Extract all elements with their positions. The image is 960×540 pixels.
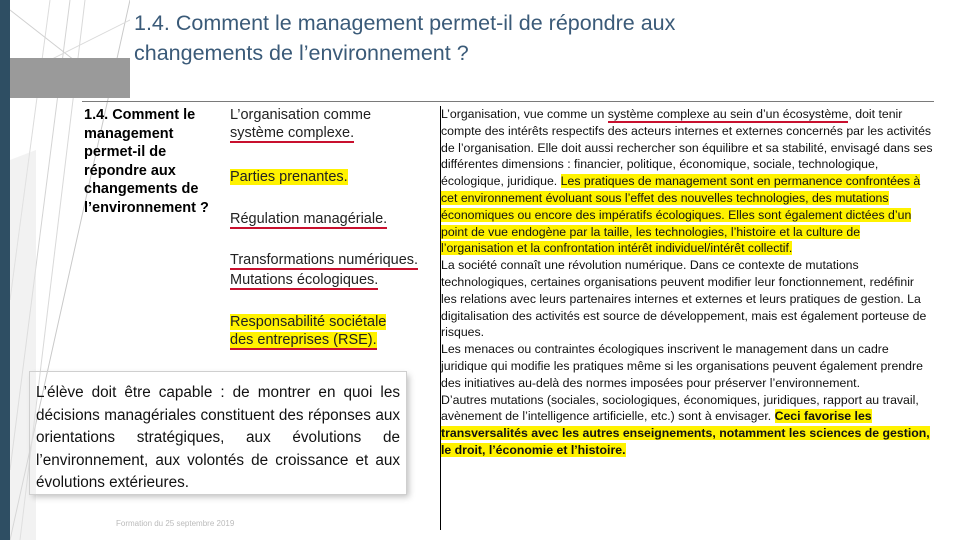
concept-text: Régulation managériale. [230,211,388,227]
title-line-2: changements de l’environnement ? [134,41,469,65]
question-line: répondre aux [84,162,176,179]
question-column [84,106,230,217]
paragraph-digital: La société connaît une révolution numérique. Dans ce contexte de mutations technologiques, certaines organisations peuvent modifier leur fonctionnement, redéfinir les relations avec leurs partenaires internes et externes et leurs pratiques de gestion. La digitalisation des activités est source de développement, mais est également porteuse de risques. [441,258,927,340]
slide-title [134,8,934,68]
concept-text: Responsabilité sociétale [230,314,387,330]
left-accent-bar [0,0,10,540]
paragraph-text: L’organisation, vue comme un [441,107,608,121]
concept-digital-transformations [230,251,418,269]
concept-managerial-regulation [230,210,387,228]
paragraph-other-mutations [441,392,933,459]
table-top-border [82,101,934,102]
paragraph-text: D’autres mutations (sociales, sociologiques, économiques, juridiques, rapport au travail, avènement de l’intelligence artificielle, etc.) sont à envisager. [441,392,919,424]
concept-text: L’organisation comme [230,107,372,123]
concept-csr [230,313,386,349]
underlined-phrase: système complexe au sein d’un écosystème [607,107,849,121]
concept-text: Parties prenantes. [230,169,348,185]
concept-ecological-mutations [230,271,378,289]
question-line: changements de [84,181,199,197]
title-line-1: 1.4. Comment le management permet-il de répondre aux [134,11,676,35]
concept-complex-system [230,106,371,142]
paragraph-text: , doit tenir compte des intérêts respectifs des acteurs internes et externes concernés par les activités de l’organisation. Elle doit aussi rechercher son équilibre et sa stabilité, envisagé dans ses différentes dimensions : financier, politique, économique, sociale, technologique, écologique, juridique. [441,107,933,189]
concept-stakeholders [230,168,348,186]
concept-text: Transformations numériques. [230,252,419,268]
concept-text: des entreprises (RSE). [230,332,377,348]
concept-text: Mutations écologiques. [230,272,379,288]
paragraph-ecology: Les menaces ou contraintes écologiques inscrivent le management dans un cadre juridique qui modifie les pratiques même si les organisations peuvent également prendre des initiatives au-delà des normes imposées pour préserver l’environnement. [441,342,923,390]
question-line: management [84,125,174,142]
learning-goal-box: L’élève doit être capable : de montrer en quoi les décisions managériales constituent des réponses aux orientations stratégiques, aux évolutions de l’environnement, aux volontés de croissance et aux évolutions extérieures. [30,372,406,494]
question-line: 1.4. Comment le [84,107,196,123]
explanation-column [441,106,933,530]
footer-date: Formation du 25 septembre 2019 [116,519,235,528]
question-line: l’environnement ? [84,199,209,216]
highlighted-text: Les pratiques de management sont en permanence confrontées à cet environnement évoluant sous l’effet des nouvelles technologies, des mutations économiques ou encore des impératifs écologiques. Elles sont également dictées d’un point de vue endogène par la taille, les technologies, l’histoire et la culture de l’organisation et la confrontation intérêt individuel/intérêt collectif. [441,174,921,256]
highlighted-bold-text: Ceci favorise les transversalités avec les autres enseignements, notamment les sciences de gestion, le droit, l’économie et l’histoire. [441,409,930,457]
concept-text: système complexe. [230,125,355,141]
question-line: permet-il de [84,144,167,160]
